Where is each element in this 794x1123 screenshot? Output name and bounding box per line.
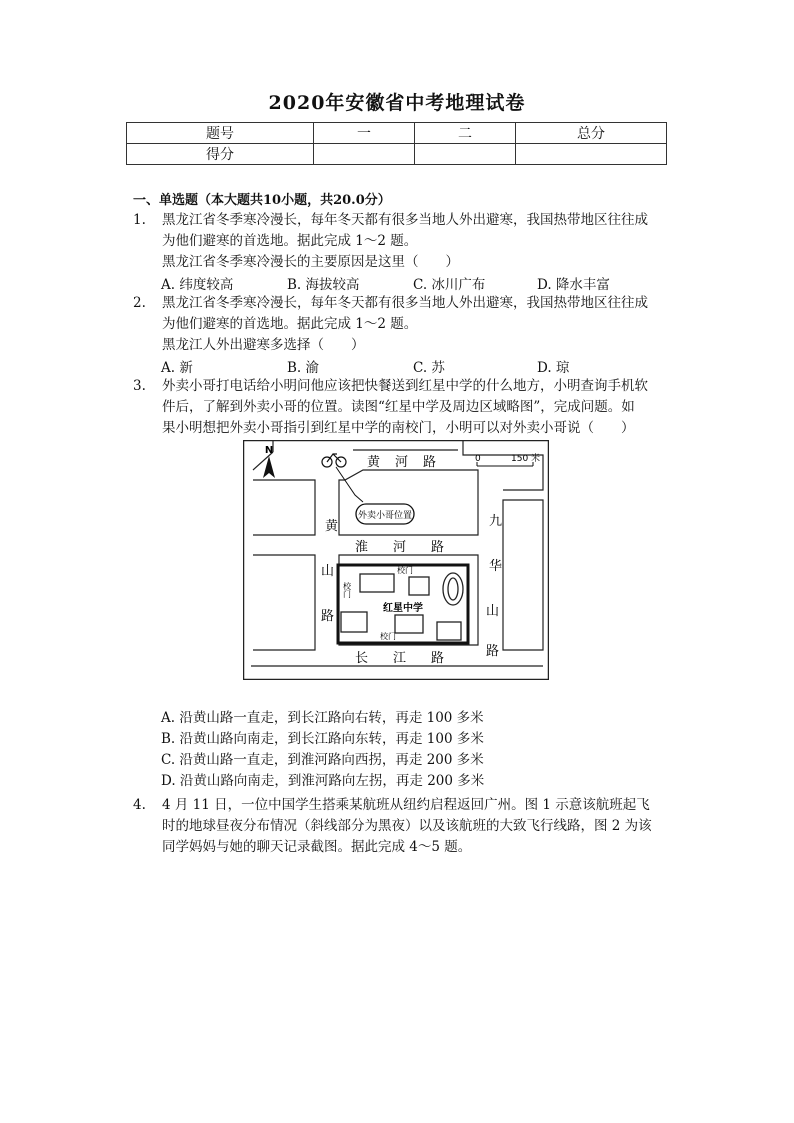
options-1 (161, 273, 631, 294)
svg-text:路: 路 (431, 651, 445, 666)
option-d[interactable]: D. 降水丰富 (537, 277, 610, 293)
courier-label: 外卖小哥位置 (357, 511, 413, 521)
question-number: 1. (133, 212, 146, 228)
svg-text:山: 山 (321, 564, 335, 579)
table-cell (415, 144, 516, 165)
gate-west: 校门 (342, 582, 352, 598)
option-a[interactable]: A. 新 (161, 360, 193, 376)
svg-text:0: 0 (475, 454, 481, 464)
svg-text:九: 九 (489, 514, 503, 529)
svg-text:河: 河 (395, 455, 409, 470)
question-number: 2. (133, 295, 146, 311)
question-text (162, 795, 670, 858)
option-c[interactable]: C. 苏 (413, 360, 445, 376)
table-header: 二 (415, 123, 516, 144)
svg-text:河: 河 (393, 540, 407, 555)
question-text (162, 376, 670, 439)
question-text (162, 210, 670, 273)
option-b[interactable]: B. 沿黄山路向南走，到长江路向东转，再走 100 多米 (161, 731, 484, 747)
table-cell (516, 144, 667, 165)
svg-text:山: 山 (486, 604, 500, 619)
svg-text:淮: 淮 (355, 540, 369, 555)
question-line: 时的地球昼夜分布情况（斜线部分为黑夜）以及该航班的大致飞行线路，图 2 为该 (162, 818, 652, 834)
svg-text:长: 长 (355, 651, 369, 666)
table-header: 题号 (127, 123, 314, 144)
question-line: 黑龙江省冬季寒冷漫长，每年冬天都有很多当地人外出避寒，我国热带地区往往成 (162, 212, 648, 228)
question-number: 4. (133, 797, 146, 813)
table-header: 一 (314, 123, 415, 144)
svg-text:路: 路 (321, 609, 335, 624)
table-header: 总分 (516, 123, 667, 144)
table-row (127, 144, 667, 165)
question-line: 果小明想把外卖小哥指引到红星中学的南校门，小明可以对外卖小哥说（ ） (162, 420, 635, 436)
table-row (127, 123, 667, 144)
options-3 (161, 708, 484, 792)
question-line: 外卖小哥打电话给小明问他应该把快餐送到红星中学的什么地方，小明查询手机软 (162, 378, 648, 394)
option-d[interactable]: D. 琼 (537, 360, 570, 376)
question-line: 4 月 11 日，一位中国学生搭乘某航班从纽约启程返回广州。图 1 示意该航班起飞 (162, 797, 650, 813)
question-line: 黑龙江省冬季寒冷漫长的主要原因是这里（ ） (162, 254, 459, 270)
question-number: 3. (133, 378, 146, 394)
table-cell: 得分 (127, 144, 314, 165)
svg-text:江: 江 (393, 651, 407, 666)
gate-south: 校门 (380, 632, 396, 641)
question-line: 为他们避寒的首选地。据此完成 1～2 题。 (162, 316, 418, 332)
table-cell (314, 144, 415, 165)
gate-north: 校门 (397, 566, 413, 575)
school-area-map (243, 440, 549, 680)
svg-text:N: N (264, 445, 274, 456)
option-b[interactable]: B. 渝 (287, 360, 320, 376)
question-line: 黑龙江省冬季寒冷漫长，每年冬天都有很多当地人外出避寒，我国热带地区往往成 (162, 295, 648, 311)
question-line: 同学妈妈与她的聊天记录截图。据此完成 4～5 题。 (162, 839, 472, 855)
option-c[interactable]: C. 冰川广布 (413, 277, 486, 293)
svg-text:路: 路 (431, 540, 445, 555)
option-d[interactable]: D. 沿黄山路向南走，到淮河路向左拐，再走 200 多米 (161, 773, 485, 789)
svg-text:黄: 黄 (367, 455, 381, 470)
option-c[interactable]: C. 沿黄山路一直走，到淮河路向西拐，再走 200 多米 (161, 752, 484, 768)
svg-text:路: 路 (423, 455, 437, 470)
svg-text:黄: 黄 (325, 519, 339, 534)
option-a[interactable]: A. 纬度较高 (161, 277, 234, 293)
school-name: 红星中学 (383, 603, 423, 614)
question-line: 件后，了解到外卖小哥的位置。读图“红星中学及周边区域略图”，完成问题。如 (162, 399, 635, 415)
question-line: 黑龙江人外出避寒多选择（ ） (162, 337, 365, 353)
option-b[interactable]: B. 海拔较高 (287, 277, 360, 293)
section-heading: 一、单选题（本大题共10小题，共20.0分） (133, 193, 391, 208)
page-title: 2020年安徽省中考地理试卷 (268, 92, 526, 114)
options-2 (161, 356, 631, 377)
option-a[interactable]: A. 沿黄山路一直走，到长江路向右转，再走 100 多米 (161, 710, 484, 726)
svg-text:150 米: 150 米 (511, 454, 541, 464)
question-text (162, 293, 670, 356)
question-line: 为他们避寒的首选地。据此完成 1～2 题。 (162, 233, 418, 249)
svg-text:路: 路 (486, 644, 500, 659)
svg-text:华: 华 (489, 559, 503, 574)
score-table (126, 122, 667, 165)
